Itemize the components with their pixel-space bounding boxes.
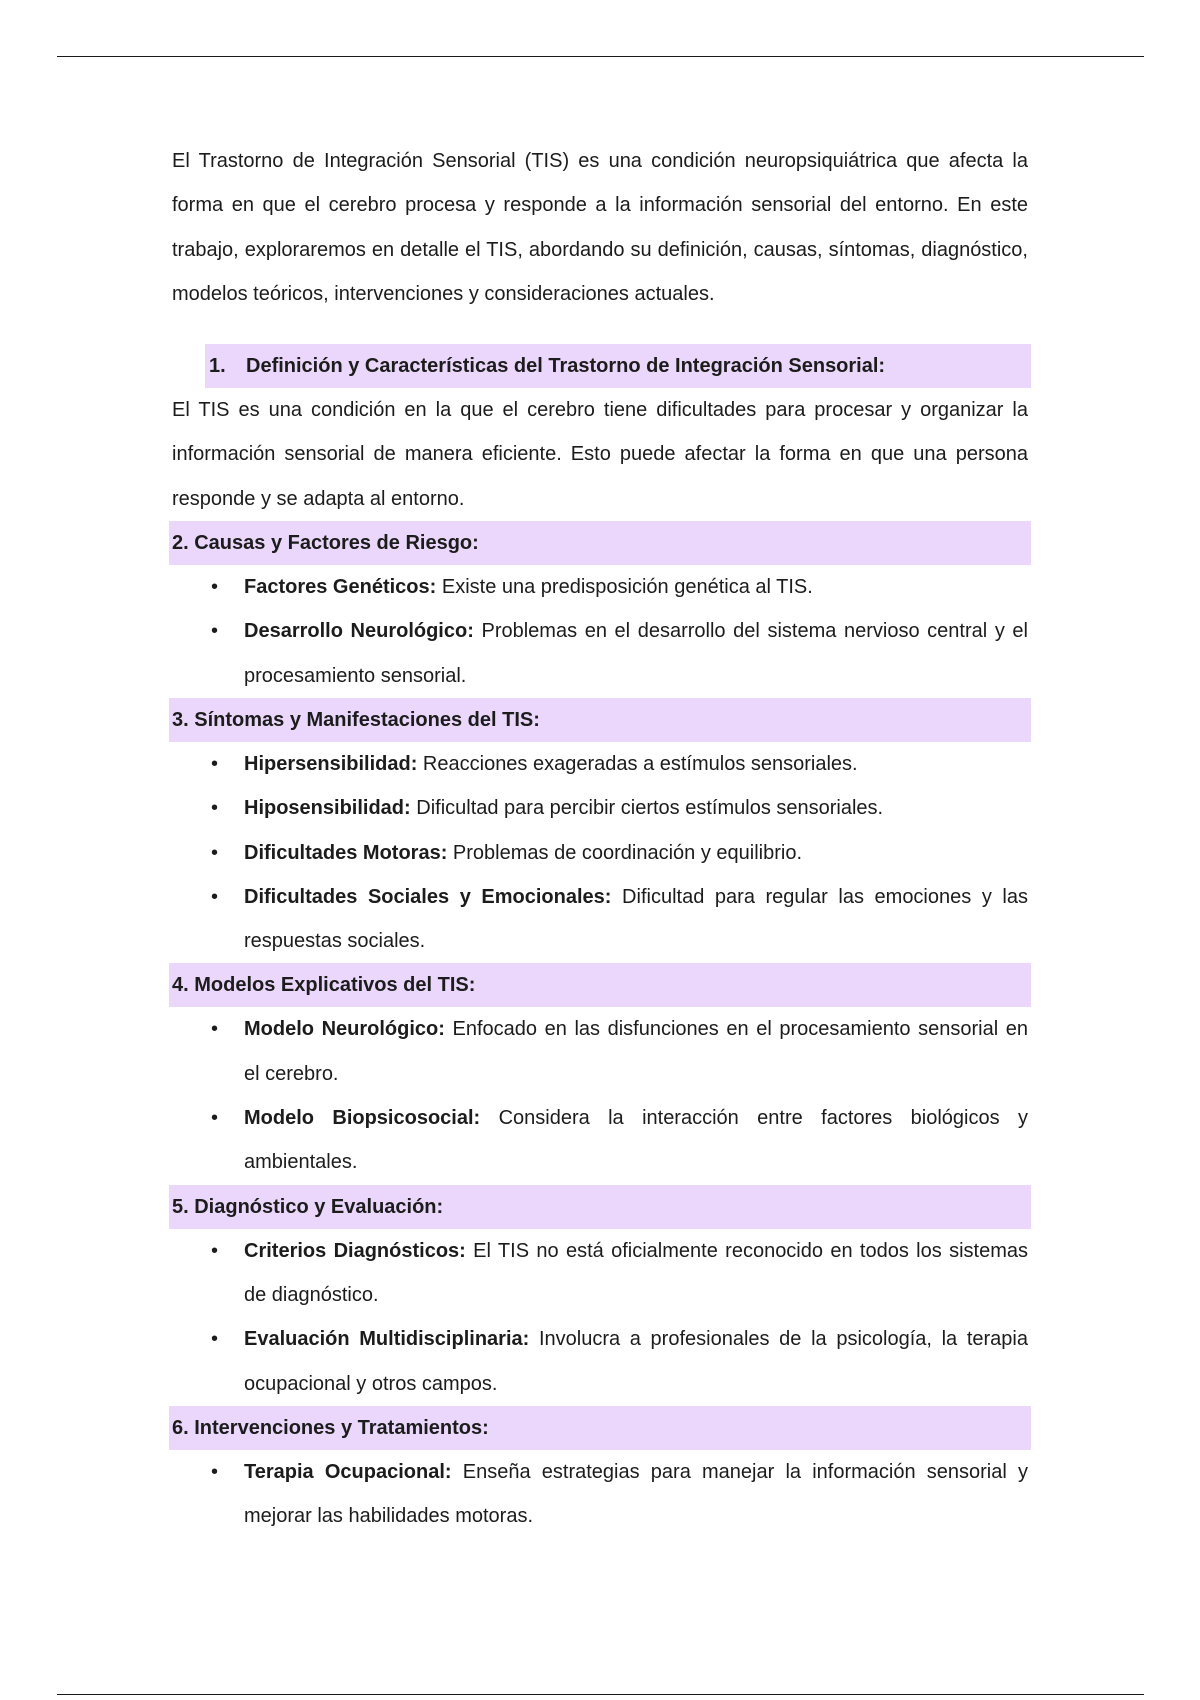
section-3-heading: 3. Síntomas y Manifestaciones del TIS: xyxy=(169,698,1031,742)
bullet-icon: • xyxy=(211,1328,219,1351)
bullet-icon: • xyxy=(211,885,219,908)
item-text: Dificultad para regular las emociones y las respuestas sociales. xyxy=(244,885,1028,953)
bullet-icon: • xyxy=(211,1107,219,1130)
list-item xyxy=(172,1450,1028,1539)
item-text: Existe una predisposición genética al TIS. xyxy=(436,576,813,599)
document-body xyxy=(172,139,1028,1538)
item-term: Desarrollo Neurológico: xyxy=(244,620,474,643)
bullet-icon: • xyxy=(211,797,219,820)
item-term: Evaluación Multidisciplinaria: xyxy=(244,1328,530,1351)
item-term: Modelo Biopsicosocial: xyxy=(244,1107,481,1130)
item-text: El TIS no está oficialmente reconocido en todos los sistemas de diagnóstico. xyxy=(244,1239,1028,1306)
item-term: Terapia Ocupacional: xyxy=(244,1460,452,1483)
section-4-heading: 4. Modelos Explicativos del TIS: xyxy=(169,963,1031,1007)
bullet-icon: • xyxy=(211,1460,219,1483)
list-item xyxy=(172,1007,1028,1096)
list-item xyxy=(172,742,1028,786)
list-item xyxy=(172,1317,1028,1406)
section-2-heading: 2. Causas y Factores de Riesgo: xyxy=(169,521,1031,565)
section-1-text: El TIS es una condición en la que el cerebro tiene dificultades para procesar y organizar la información sensorial de manera eficiente. Esto puede afectar la forma en que una persona responde y se adapta al entorno. xyxy=(172,399,1028,510)
list-item xyxy=(172,609,1028,698)
item-text: Dificultad para percibir ciertos estímulos sensoriales. xyxy=(410,797,884,820)
bullet-icon: • xyxy=(211,1018,219,1041)
list-item xyxy=(172,1096,1028,1185)
section-1-heading xyxy=(205,344,1031,388)
footer-rule xyxy=(57,1694,1144,1695)
section-1-number: 1. xyxy=(209,355,226,378)
section-6-heading: 6. Intervenciones y Tratamientos: xyxy=(169,1406,1031,1450)
item-term: Modelo Neurológico: xyxy=(244,1018,445,1041)
list-item xyxy=(172,786,1028,830)
list-item xyxy=(172,1229,1028,1318)
header-rule xyxy=(57,56,1144,57)
section-1-title: Definición y Características del Trastorno de Integración Sensorial: xyxy=(246,355,886,378)
section-6-list xyxy=(172,1450,1028,1539)
item-term: Hiposensibilidad: xyxy=(244,797,411,820)
bullet-icon: • xyxy=(211,752,219,775)
section-3-list xyxy=(172,742,1028,963)
bullet-icon: • xyxy=(211,1239,219,1262)
item-term: Dificultades Motoras: xyxy=(244,841,448,864)
list-item xyxy=(172,565,1028,609)
list-item xyxy=(172,875,1028,964)
item-text: Enfocado en las disfunciones en el procesamiento sensorial en el cerebro. xyxy=(244,1018,1028,1085)
item-text: Considera la interacción entre factores biológicos y ambientales. xyxy=(244,1107,1028,1174)
item-term: Factores Genéticos: xyxy=(244,576,437,599)
item-term: Hipersensibilidad: xyxy=(244,752,418,775)
item-text: Enseña estrategias para manejar la información sensorial y mejorar las habilidades motoras. xyxy=(244,1460,1029,1528)
item-text: Problemas de coordinación y equilibrio. xyxy=(447,841,802,864)
item-text: Problemas en el desarrollo del sistema nervioso central y el procesamiento sensorial. xyxy=(244,620,1028,687)
section-2-list xyxy=(172,565,1028,698)
bullet-icon: • xyxy=(211,841,219,864)
bullet-icon: • xyxy=(211,576,219,599)
item-term: Dificultades Sociales y Emocionales: xyxy=(244,885,612,908)
list-item xyxy=(172,831,1028,875)
item-term: Criterios Diagnósticos: xyxy=(244,1239,466,1262)
item-text: Reacciones exageradas a estímulos sensoriales. xyxy=(417,752,858,775)
section-5-list xyxy=(172,1229,1028,1406)
item-text: Involucra a profesionales de la psicología, la terapia ocupacional y otros campos. xyxy=(244,1328,1028,1395)
bullet-icon: • xyxy=(211,620,219,643)
section-4-list xyxy=(172,1007,1028,1184)
intro-paragraph: El Trastorno de Integración Sensorial (TIS) es una condición neuropsiquiátrica que afecta la forma en que el cerebro procesa y responde a la información sensorial del entorno. En este trabajo, exploraremos en detalle el TIS, abordando su definición, causas, síntomas, diagnóstico, modelos teóricos, intervenciones y consideraciones actuales. xyxy=(172,150,1028,305)
section-5-heading: 5. Diagnóstico y Evaluación: xyxy=(169,1185,1031,1229)
